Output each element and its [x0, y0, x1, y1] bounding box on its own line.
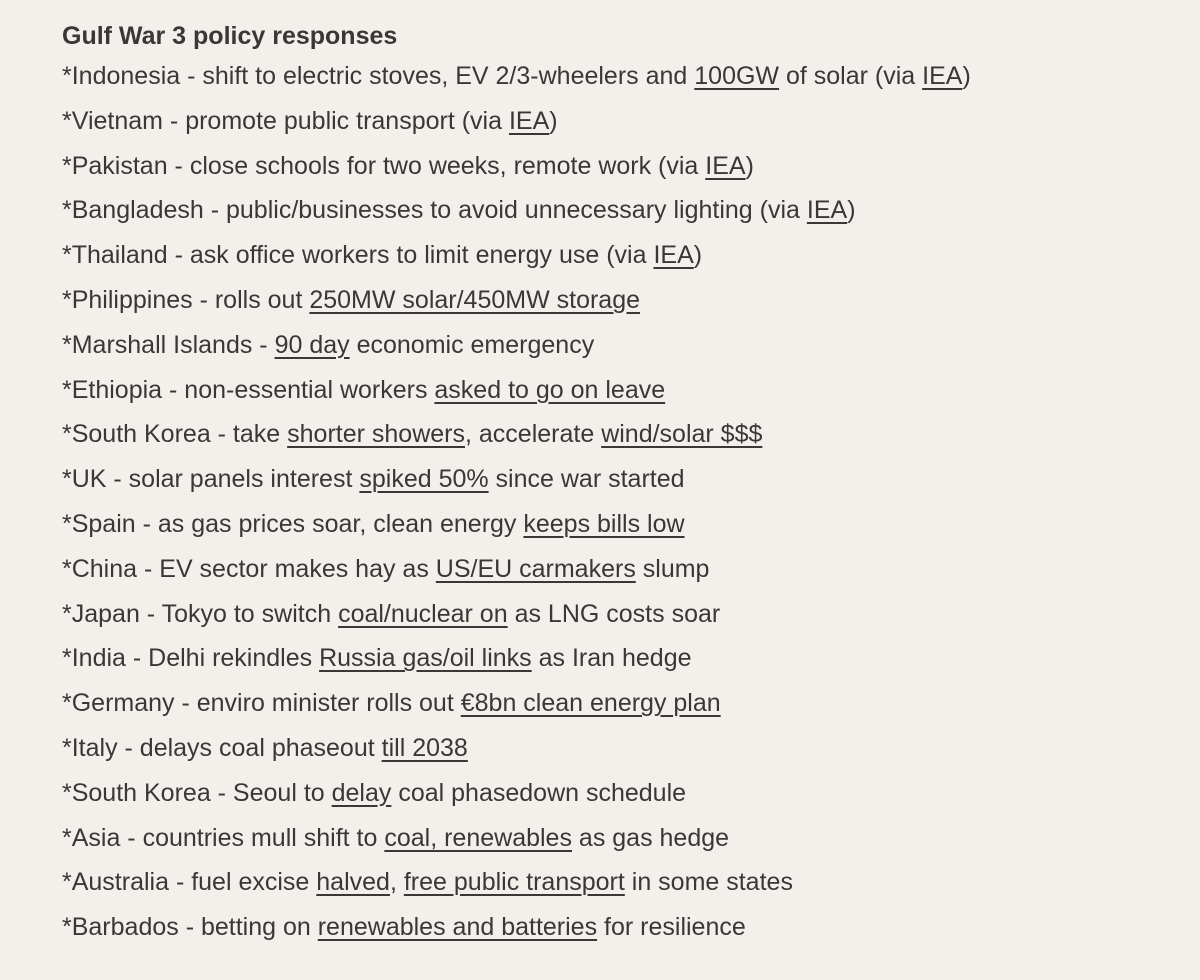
link[interactable]: US/EU carmakers	[435, 554, 636, 583]
list-item	[62, 547, 1192, 592]
list-item	[62, 144, 1192, 189]
list-item	[62, 771, 1192, 816]
item-text: *Bangladesh - public/businesses to avoid unnecessary lighting (via	[62, 196, 807, 225]
link[interactable]: till 2038	[381, 733, 468, 762]
item-text: *Vietnam - promote public transport (via	[62, 106, 509, 135]
item-text: as LNG costs soar	[507, 599, 721, 628]
item-text: *Japan - Tokyo to switch	[62, 599, 339, 628]
item-text: )	[962, 62, 971, 90]
item-text: *Thailand - ask office workers to limit energy use (via	[62, 241, 654, 270]
link[interactable]: delay	[331, 778, 392, 807]
list-item	[62, 860, 1192, 905]
item-text: *Pakistan - close schools for two weeks, remote work (via	[62, 151, 706, 180]
list-item	[62, 636, 1192, 681]
item-text: of solar (via	[779, 62, 923, 90]
list-item	[62, 368, 1192, 413]
link[interactable]: IEA	[806, 196, 848, 225]
link[interactable]: coal, renewables	[384, 823, 572, 852]
item-text: for resilience	[597, 913, 746, 942]
link[interactable]: €8bn clean energy plan	[460, 689, 721, 718]
item-text: *Italy - delays coal phaseout	[62, 733, 382, 762]
item-text: *Ethiopia - non-essential workers	[62, 375, 435, 404]
item-text: *China - EV sector makes hay as	[62, 554, 436, 583]
list-item	[62, 816, 1192, 861]
item-text: as gas hedge	[571, 823, 730, 852]
list-item	[62, 188, 1192, 233]
list-item	[62, 905, 1192, 950]
item-text: since war started	[488, 465, 685, 494]
list-item	[62, 278, 1192, 323]
link[interactable]: Russia gas/oil links	[319, 644, 532, 673]
item-text: )	[549, 106, 558, 135]
link[interactable]: 100GW	[694, 62, 780, 90]
item-text: economic emergency	[349, 330, 595, 359]
item-text: *Barbados - betting on	[62, 913, 318, 942]
list-item	[62, 502, 1192, 547]
item-text: as Iran hedge	[531, 644, 692, 673]
item-text: in some states	[624, 868, 793, 897]
list-item	[62, 592, 1192, 637]
link[interactable]: shorter showers	[287, 420, 465, 449]
item-text: *Australia - fuel excise	[62, 868, 317, 897]
item-text: )	[847, 196, 856, 225]
list-item	[62, 54, 1192, 99]
policy-list	[62, 54, 1192, 950]
list-item	[62, 457, 1192, 502]
item-text: *Asia - countries mull shift to	[62, 823, 385, 852]
list-item	[62, 323, 1192, 368]
item-text: *Philippines - rolls out	[62, 285, 310, 314]
list-item	[62, 233, 1192, 278]
list-item	[62, 726, 1192, 771]
item-text: *South Korea - take	[62, 420, 288, 449]
page-title: Gulf War 3 policy responses	[62, 22, 398, 50]
link[interactable]: spiked 50%	[359, 465, 489, 494]
link[interactable]: renewables and batteries	[317, 913, 598, 942]
link[interactable]: IEA	[705, 151, 746, 180]
list-item	[62, 99, 1192, 144]
item-text: *Spain - as gas prices soar, clean energy	[62, 509, 524, 538]
item-text: *Marshall Islands -	[62, 330, 275, 359]
item-text: *UK - solar panels interest	[62, 465, 360, 494]
link[interactable]: IEA	[653, 241, 694, 270]
link[interactable]: IEA	[922, 62, 963, 90]
item-text: *Indonesia - shift to electric stoves, EV 2/3-wheelers and	[62, 62, 695, 90]
link[interactable]: coal/nuclear on	[338, 599, 508, 628]
link[interactable]: halved	[316, 868, 390, 897]
link[interactable]: IEA	[508, 106, 550, 135]
link[interactable]: 250MW solar/450MW storage	[309, 285, 641, 314]
item-text: coal phasedown schedule	[391, 778, 687, 807]
item-text: ,	[389, 868, 404, 897]
list-item	[62, 412, 1192, 457]
list-item	[62, 681, 1192, 726]
link[interactable]: keeps bills low	[523, 509, 685, 538]
link[interactable]: asked to go on leave	[434, 375, 666, 404]
link[interactable]: free public transport	[403, 868, 625, 897]
item-text: )	[693, 241, 703, 270]
link[interactable]: 90 day	[274, 330, 350, 359]
item-text: slump	[635, 554, 710, 583]
item-text: *South Korea - Seoul to	[62, 778, 332, 807]
item-text: *Germany - enviro minister rolls out	[62, 689, 461, 718]
link[interactable]: wind/solar $$$	[601, 420, 763, 449]
item-text: *India - Delhi rekindles	[62, 644, 320, 673]
item-text: )	[745, 151, 754, 180]
document	[62, 18, 1192, 950]
item-text: , accelerate	[465, 420, 602, 449]
